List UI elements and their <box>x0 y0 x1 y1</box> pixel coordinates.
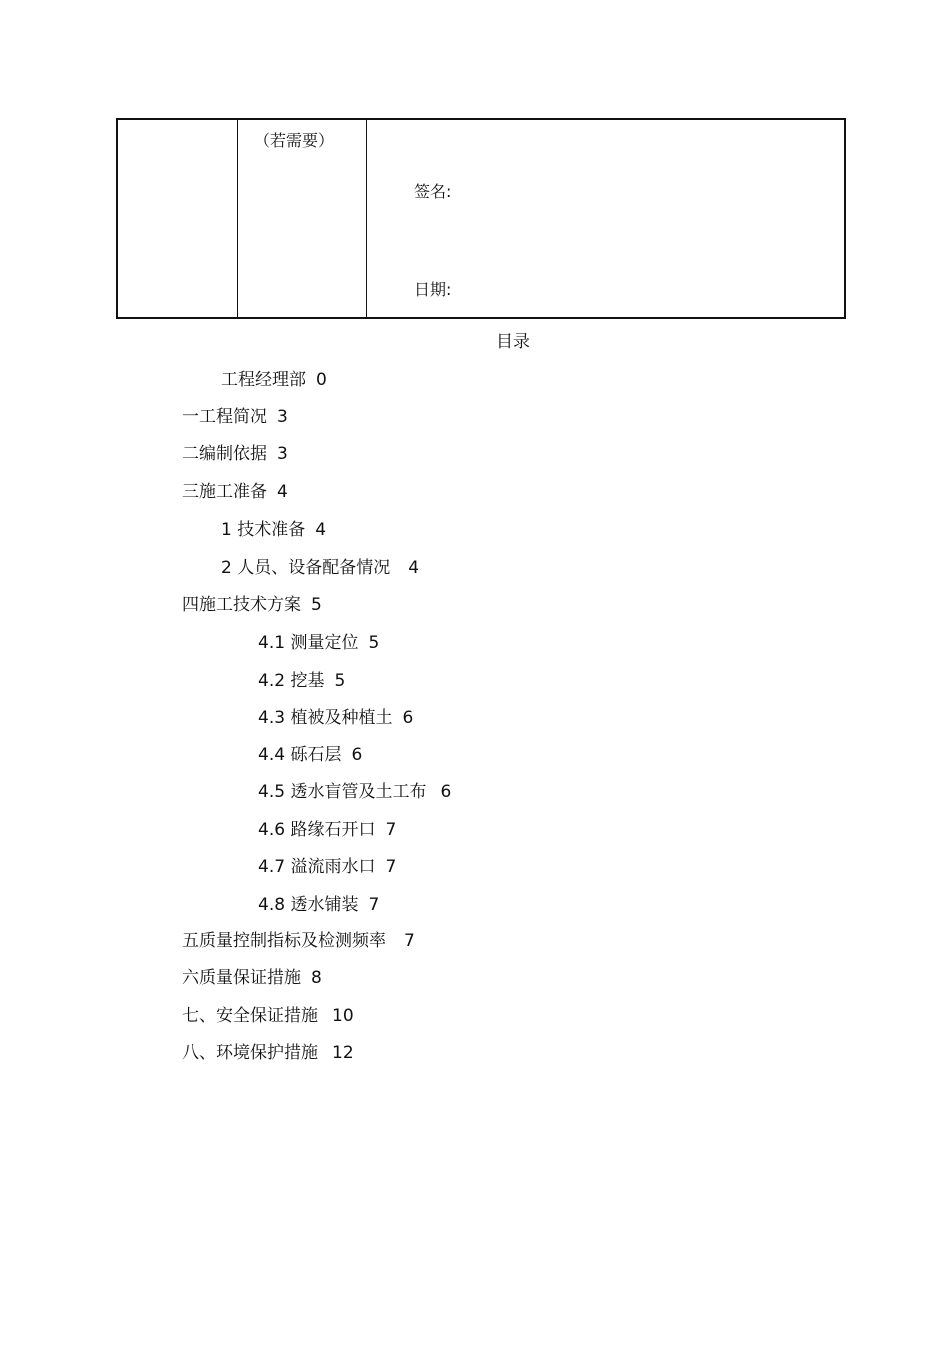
toc-entry[interactable] <box>182 477 288 502</box>
toc-entry-page: 7 <box>385 820 397 840</box>
toc-entry-label: 四施工技术方案 <box>182 595 301 615</box>
toc-entry-label: 1 技术准备 <box>221 520 306 540</box>
toc-entry-label: 六质量保证措施 <box>182 968 301 988</box>
toc-entry[interactable] <box>182 963 322 988</box>
toc-entry-label: 三施工准备 <box>182 482 267 502</box>
toc-entry-label: 4.8 透水铺装 <box>258 895 359 915</box>
toc-entry-page: 12 <box>332 1043 354 1063</box>
toc-entry-label: 工程经理部 <box>221 370 306 390</box>
toc-entry-label: 4.3 植被及种植土 <box>258 708 393 728</box>
toc-entry-page: 4 <box>408 558 420 578</box>
toc-entry[interactable] <box>258 815 396 840</box>
toc-entry-page: 3 <box>277 407 288 427</box>
toc-entry-page: 5 <box>311 595 322 615</box>
table-column-divider <box>366 120 367 317</box>
signature-label: 签名: <box>414 182 452 201</box>
toc-entry-label: 4.7 溢流雨水口 <box>258 857 376 877</box>
toc-entry-label: 二编制依据 <box>182 444 267 464</box>
toc-entry-page: 4 <box>315 520 327 540</box>
toc-entry-page: 10 <box>332 1006 354 1026</box>
toc-entry-label: 七、安全保证措施 <box>182 1006 318 1026</box>
toc-entry[interactable] <box>182 590 322 615</box>
toc-entry[interactable] <box>258 777 451 802</box>
toc-entry-label: 一工程简况 <box>182 407 267 427</box>
toc-entry-label: 4.1 测量定位 <box>258 633 359 653</box>
toc-entry-page: 5 <box>334 671 346 691</box>
toc-entry-label: 2 人员、设备配备情况 <box>221 558 391 578</box>
toc-entry[interactable] <box>258 740 362 765</box>
toc-entry-label: 4.4 砾石层 <box>258 745 342 765</box>
toc-entry[interactable] <box>182 926 415 951</box>
date-label: 日期: <box>414 280 452 299</box>
toc-title: 目录 <box>496 332 530 352</box>
toc-entry-page: 6 <box>440 782 452 802</box>
table-column-divider <box>237 120 238 317</box>
toc-entry[interactable] <box>258 628 379 653</box>
toc-entry[interactable] <box>182 1038 354 1063</box>
toc-entry-label: 八、环境保护措施 <box>182 1043 318 1063</box>
toc-entry-page: 6 <box>402 708 414 728</box>
toc-entry-page: 0 <box>316 370 327 390</box>
toc-entry[interactable] <box>258 666 345 691</box>
toc-entry-page: 4 <box>277 482 288 502</box>
toc-entry-page: 7 <box>368 895 380 915</box>
toc-entry-label: 4.5 透水盲管及土工布 <box>258 782 427 802</box>
toc-entry[interactable] <box>221 553 419 578</box>
toc-entry-page: 7 <box>385 857 397 877</box>
toc-entry-page: 8 <box>311 968 322 988</box>
toc-entry-label: 五质量控制指标及检测频率 <box>182 931 386 951</box>
toc-entry-page: 7 <box>404 931 415 951</box>
toc-entry[interactable] <box>221 365 327 390</box>
toc-entry[interactable] <box>258 852 396 877</box>
toc-entry[interactable] <box>182 402 288 427</box>
if-needed-note: （若需要） <box>254 131 335 150</box>
toc-entry-page: 5 <box>368 633 380 653</box>
signature-table <box>116 118 846 319</box>
toc-entry[interactable] <box>221 515 326 540</box>
toc-entry[interactable] <box>182 1001 354 1026</box>
toc-entry[interactable] <box>258 703 413 728</box>
toc-entry[interactable] <box>258 890 379 915</box>
toc-entry[interactable] <box>182 439 288 464</box>
toc-entry-label: 4.2 挖基 <box>258 671 325 691</box>
toc-entry-page: 3 <box>277 444 288 464</box>
toc-entry-page: 6 <box>351 745 363 765</box>
toc-entry-label: 4.6 路缘石开口 <box>258 820 376 840</box>
